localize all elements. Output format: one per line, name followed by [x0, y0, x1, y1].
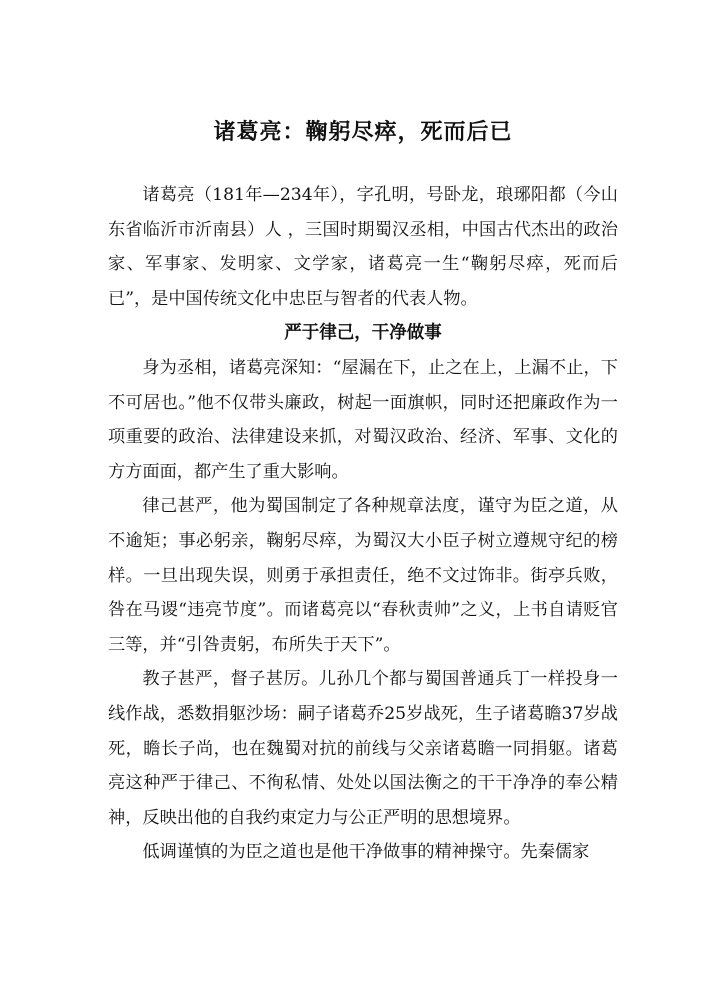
intro-paragraph: 诸葛亮（181年—234年），字孔明，号卧龙，琅琊阳都（今山东省临沂市沂南县）人 ，三国时期蜀汉丞相，中国古代杰出的政治家、军事家、发明家、文学家，诸葛亮一生“鞠躬尽瘁，死而后已”，是中国传统文化中忠臣与智者的代表人物。: [108, 185, 618, 309]
section-paragraph: 教子甚严，督子甚厉。儿孙几个都与蜀国普通兵丁一样投身一线作战，悉数捐躯沙场：嗣子诸葛乔25岁战死，生子诸葛瞻37岁战死，瞻长子尚，也在魏蜀对抗的前线与父亲诸葛瞻一同捐躯。诸葛亮这种严于律己、不徇私情、处处以国法衡之的干干净净的奉公精神，反映出他的自我约束定力与公正严明的思想境界。: [108, 669, 618, 828]
section-paragraph: 律己甚严，他为蜀国制定了各种规章法度，谨守为臣之道，从不逾矩；事必躬亲，鞠躬尽瘁，为蜀汉大小臣子树立遵规守纪的榜样。一旦出现失误，则勇于承担责任，绝不文过饰非。街亭兵败，咎在马谡“违亮节度”。而诸葛亮以“春秋责帅”之义，上书自请贬官三等，并“引咎责躬，布所失于天下”。: [108, 496, 618, 655]
section-heading: 严于律己，干净做事: [284, 323, 442, 344]
document-title: 诸葛亮：鞠躬尽瘁，死而后已: [213, 119, 513, 145]
document-body: [108, 178, 618, 870]
section-paragraph: 低调谨慎的为臣之道也是他干净做事的精神操守。先秦儒家: [142, 842, 590, 863]
section-paragraph: 身为丞相，诸葛亮深知：“屋漏在下，止之在上，上漏不止，下不可居也。”他不仅带头廉政，树起一面旗帜，同时还把廉政作为一项重要的政治、法律建设来抓，对蜀汉政治、经济、军事、文化的方方面面，都产生了重大影响。: [108, 357, 618, 482]
